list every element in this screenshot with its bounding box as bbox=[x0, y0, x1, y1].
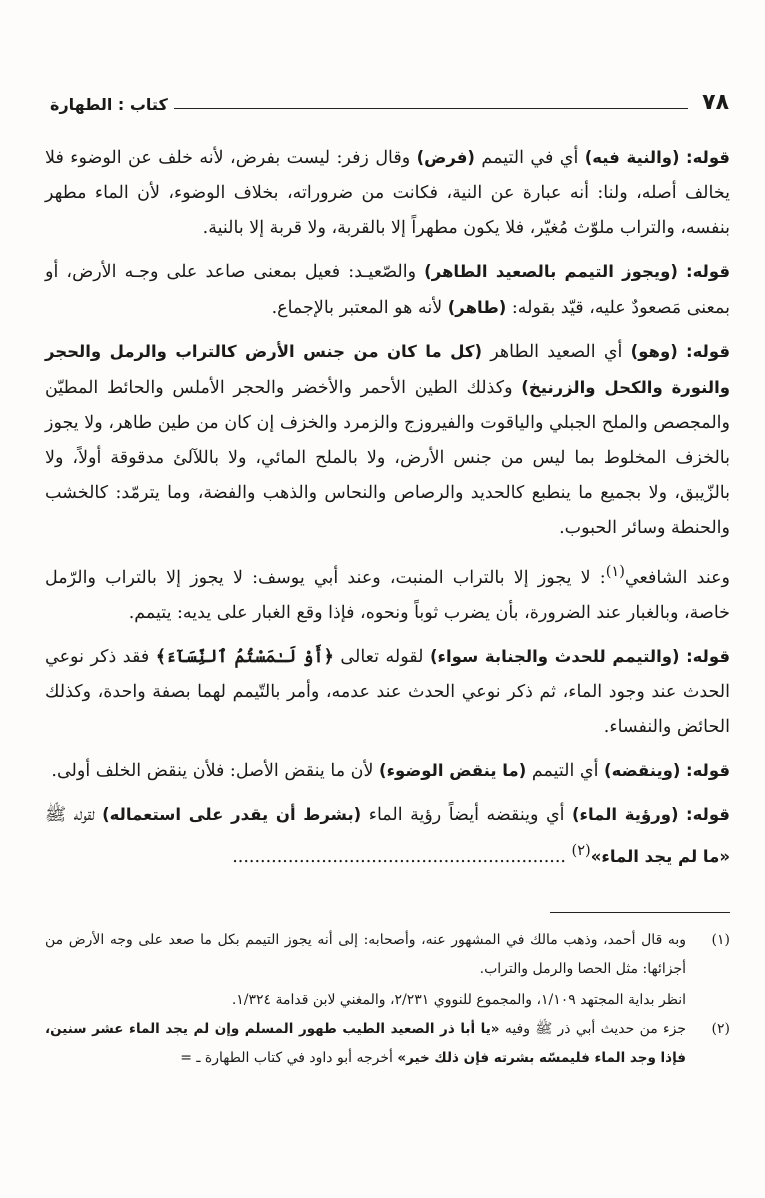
quoted-text: (كل ما كان من جنس الأرض كالتراب والرمل والحجر والنورة والكحل والزرنيخ) bbox=[45, 342, 730, 397]
footnote-body: وبه قال أحمد، وذهب مالك في المشهور عنه، وأصحابه: إلى أنه يجوز التيمم بكل ما صعد على وجه الأرض من أجزائها: مثل الحصا والرمل والتراب. bbox=[45, 932, 686, 977]
quoted-text: (طاهر) bbox=[447, 298, 507, 317]
paragraph bbox=[45, 140, 730, 246]
paragraph bbox=[45, 254, 730, 326]
footnote-body: أخرجه أبو داود في كتاب الطهارة ـ = bbox=[180, 1050, 398, 1066]
continuation-dots: ............................................................ bbox=[232, 846, 572, 867]
quoted-text: (والنية فيه) bbox=[584, 148, 680, 167]
commentary-text: وعند الشافعي bbox=[624, 567, 730, 588]
quoted-text: (بشرط أن يقدر على استعماله) bbox=[102, 804, 362, 824]
commentary-text: : لا يجوز إلا بالتراب المنبت، وعند أبي يوسف: لا يجوز إلا بالتراب والرّمل خاصة، وبالغبار عند الضرورة، بأن يضرب ثوباً ونحوه، فإذا وقع الغبار على يديه: يتيمم. bbox=[45, 567, 730, 623]
paragraph bbox=[45, 753, 730, 789]
footnote bbox=[45, 926, 730, 984]
paragraph bbox=[45, 334, 730, 546]
commentary-text: لأن ما ينقض الأصل: فلأن ينقض الخلف أولى. bbox=[51, 760, 380, 781]
paragraph-lead: قوله: bbox=[686, 262, 730, 281]
footnote-text bbox=[45, 1015, 686, 1073]
quoted-text: (ويجوز التيمم بالصعيد الطاهر) bbox=[424, 262, 678, 281]
quran-verse: ﴿أَوْ لَـٰمَسْتُمُ ٱلنِّسَآءَ﴾ bbox=[155, 646, 334, 667]
commentary-text: لأنه هو المعتبر بالإجماع. bbox=[271, 298, 448, 318]
hadith-quote: «ما لم يجد الماء» bbox=[590, 846, 730, 866]
paragraph-lead: قوله: bbox=[686, 342, 730, 361]
commentary-text: لقوله ﷺ bbox=[45, 804, 103, 825]
main-text bbox=[45, 140, 730, 883]
commentary-text: أي التيمم bbox=[526, 760, 605, 781]
commentary-text: والصّعيـد: فعيل بمعنى صاعد على وجـه الأرض، أو بمعنى مَصعودٌ عليه، قيّد بقوله: bbox=[45, 262, 730, 318]
hadith-quote: «يا أبا ذر الصعيد الطيب طهور المسلم وإن لم يجد الماء عشر سنين، فإذا وجد الماء فليمسّه بشرته فإن ذلك خير» bbox=[45, 1021, 686, 1066]
paragraph-lead: قوله: bbox=[686, 760, 730, 780]
paragraph-lead: قوله: bbox=[686, 148, 730, 167]
footnote-separator bbox=[550, 912, 730, 913]
book-title: كتاب : الطهارة bbox=[50, 95, 168, 114]
footnotes bbox=[45, 926, 730, 1075]
quoted-text: (وينقضه) bbox=[604, 760, 681, 780]
page-number: ٧٨ bbox=[702, 90, 729, 115]
quoted-text: (وهو) bbox=[630, 342, 678, 361]
header-rule bbox=[174, 108, 688, 109]
footnote bbox=[45, 1015, 730, 1073]
footnote-number: (٢) bbox=[711, 1021, 730, 1037]
footnote-text bbox=[45, 926, 686, 984]
commentary-text: فقد ذكر نوعي الحدث عند وجود الماء، ثم ذكر نوعي الحدث عند عدمه، وأمر بالتّيمم لهما بصفة واحدة، وكذلك الحائض والنفساء. bbox=[45, 646, 730, 737]
commentary-text: وكذلك الطين الأحمر والأخضر والحجر الأملس والحائط المطيّن والمجصص والملح الجبلي والياقوت والفيروزج والزمرد والخزف إن كان من طين طاهر، ولا يجوز بالخزف المخلوط بما ليس من جنس الأرض، ولا بالملح المائي، ولا باللآلئ مدقوقة أولاً، ولا بالزّيبق، ولا بجميع ما ينطبع كالحديد والرصاص والنحاس والذهب والفضة، وما يترمّد: كالخشب والحنطة وسائر الحبوب. bbox=[45, 378, 730, 538]
paragraph bbox=[45, 639, 730, 745]
commentary-text: وقال زفر: ليست بفرض، لأنه خلف عن الوضوء فلا يخالف أصله، ولنا: أنه عبارة عن النية، فكانت من ضروراته، بخلاف الوضوء، لأن الماء مطهر بنفسه، والتراب ملوّث مُغيّر، فلا يكون مطهراً إلا بالقربة، ولا قربة إلا بالنية. bbox=[45, 148, 730, 238]
footnote-reference-list: انظر بداية المجتهد ١/١٠٩، والمجموع للنووي ٢/٢٣١، والمغني لابن قدامة ١/٣٢٤. bbox=[231, 992, 686, 1008]
quoted-text: (ورؤية الماء) bbox=[572, 804, 679, 824]
commentary-text: أي الصعيد الطاهر bbox=[482, 342, 631, 362]
commentary-text: لقوله تعالى bbox=[333, 646, 430, 667]
paragraph-lead: قوله: bbox=[686, 646, 731, 666]
quoted-text: (ما ينقض الوضوء) bbox=[379, 760, 527, 780]
quoted-text: (فرض) bbox=[416, 148, 475, 167]
footnote-ref[interactable]: (١) bbox=[605, 563, 625, 580]
paragraph bbox=[45, 797, 730, 875]
footnote-ref[interactable]: (٢) bbox=[571, 841, 591, 859]
paragraph-lead: قوله: bbox=[686, 804, 730, 824]
running-header bbox=[50, 88, 729, 114]
paragraph bbox=[45, 554, 730, 631]
commentary-text: أي في التيمم bbox=[474, 148, 585, 168]
footnote-body: جزء من حديث أبي ذر ﷺ وفيه bbox=[499, 1021, 686, 1037]
quoted-text: (والتيمم للحدث والجنابة سواء) bbox=[430, 646, 680, 666]
commentary-text: أي وينقضه أيضاً رؤية الماء bbox=[361, 804, 572, 825]
footnote-number: (١) bbox=[711, 932, 730, 948]
